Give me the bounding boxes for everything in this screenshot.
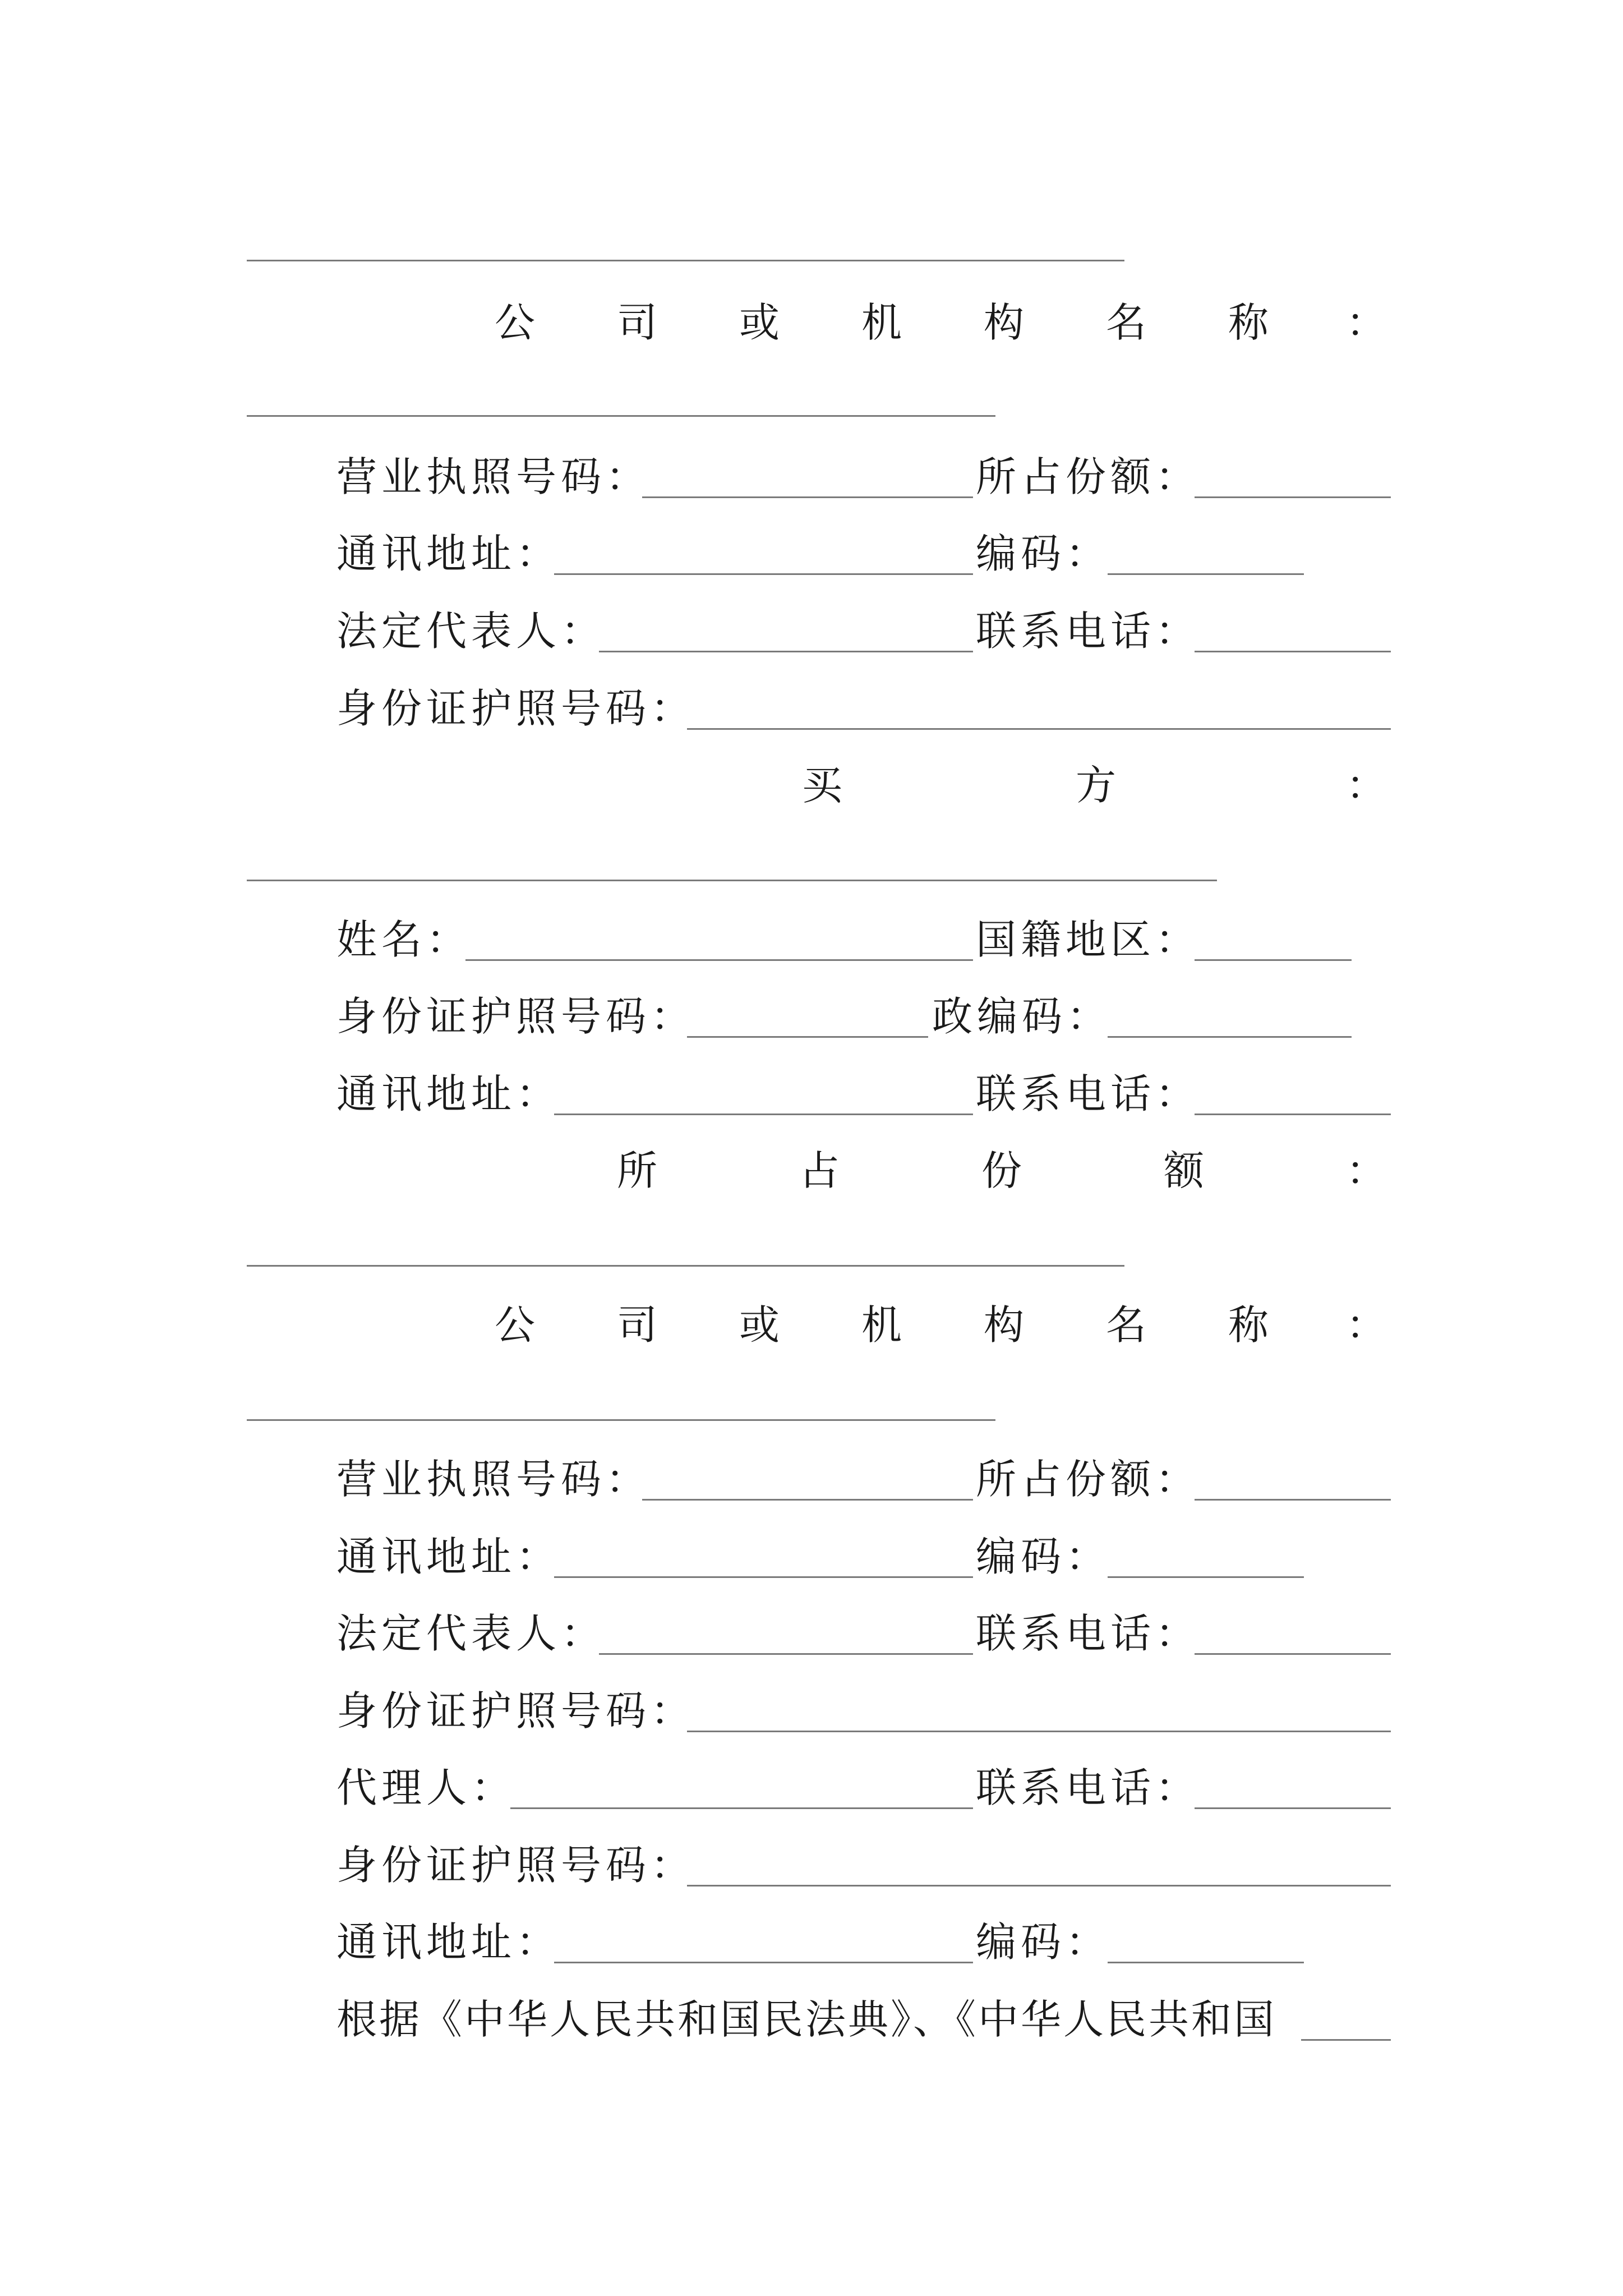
- agent-phone-blank[interactable]: [1195, 1807, 1391, 1809]
- nationality-label: 国籍地区：: [976, 916, 1201, 963]
- buyer-blank: [247, 880, 1217, 881]
- buyer-id-row: [336, 988, 1391, 1045]
- char: 称: [1228, 1301, 1269, 1349]
- id-label: 身份证护照号码：: [336, 993, 696, 1040]
- postcode-blank[interactable]: [1108, 1036, 1352, 1038]
- company-name-blank: [247, 1419, 995, 1421]
- address-label: 通讯地址：: [336, 1533, 561, 1580]
- share-label: 所占份额：: [976, 453, 1201, 500]
- char: 或: [739, 299, 780, 346]
- closing-blank[interactable]: [1301, 2039, 1391, 2041]
- address-blank[interactable]: [554, 573, 973, 575]
- char: 名: [1106, 299, 1147, 346]
- char: 司: [617, 299, 658, 346]
- agent-blank[interactable]: [510, 1807, 973, 1809]
- char: 机: [861, 299, 902, 346]
- char: ：: [1346, 762, 1387, 809]
- address-blank[interactable]: [554, 1114, 973, 1115]
- share-blank[interactable]: [1195, 1499, 1391, 1501]
- postcode-blank[interactable]: [1108, 1576, 1304, 1578]
- agent-label: 代理人：: [336, 1764, 517, 1811]
- share-label: 所占份额：: [976, 1456, 1201, 1503]
- phone-label: 联系电话：: [976, 1610, 1201, 1657]
- char: ：: [1346, 1301, 1387, 1349]
- address-row: [336, 526, 1391, 582]
- char: 公: [495, 299, 536, 346]
- char: 方: [1076, 762, 1117, 809]
- license-row: [336, 449, 1391, 505]
- char: 额: [1164, 1147, 1205, 1194]
- phone-label: 联系电话：: [976, 1070, 1201, 1117]
- id-label: 身份证护照号码：: [336, 1687, 696, 1734]
- legal-rep-row: [336, 603, 1391, 659]
- legal-rep-row: [336, 1605, 1391, 1662]
- char: 或: [739, 1301, 780, 1349]
- license-row: [336, 1451, 1391, 1507]
- id-row: [336, 1683, 1391, 1739]
- postcode-label: 编码：: [976, 530, 1111, 577]
- postcode-blank[interactable]: [1108, 573, 1304, 575]
- char: 称: [1228, 299, 1269, 346]
- address-row: [336, 1529, 1391, 1585]
- phone-label: 联系电话：: [976, 608, 1201, 655]
- share-heading: [336, 1143, 1391, 1199]
- company-name-heading: [336, 1297, 1391, 1353]
- buyer-heading: [336, 757, 1391, 813]
- char: 构: [984, 1301, 1025, 1349]
- legal-rep-blank[interactable]: [599, 1653, 973, 1655]
- char: 构: [984, 299, 1025, 346]
- buyer-name-row: [336, 912, 1391, 968]
- agent-row: [336, 1760, 1391, 1816]
- agent-address-blank[interactable]: [554, 1962, 973, 1963]
- agent-postcode-label: 编码：: [976, 1918, 1111, 1966]
- postcode-label: 政编码：: [932, 993, 1112, 1040]
- agent-address-label: 通讯地址：: [336, 1918, 561, 1966]
- postcode-label: 编码：: [976, 1533, 1111, 1580]
- license-label: 营业执照号码：: [336, 1456, 651, 1503]
- license-blank[interactable]: [642, 496, 973, 498]
- char: 份: [981, 1147, 1022, 1194]
- phone-blank[interactable]: [1195, 1653, 1391, 1655]
- char: 机: [861, 1301, 902, 1349]
- address-label: 通讯地址：: [336, 530, 561, 577]
- id-row: [336, 680, 1391, 737]
- char: 名: [1106, 1301, 1147, 1349]
- id-blank[interactable]: [687, 1036, 928, 1038]
- license-blank[interactable]: [642, 1499, 973, 1501]
- char: 所: [617, 1147, 658, 1194]
- blank-line: [247, 260, 1124, 261]
- id-blank[interactable]: [687, 1731, 1391, 1732]
- id-blank[interactable]: [687, 728, 1391, 730]
- char: ：: [1346, 299, 1387, 346]
- name-blank[interactable]: [465, 959, 973, 961]
- char: 公: [495, 1301, 536, 1349]
- nationality-blank[interactable]: [1195, 959, 1352, 961]
- share-blank[interactable]: [1195, 496, 1391, 498]
- company-name-blank: [247, 415, 995, 417]
- buyer-address-row: [336, 1066, 1391, 1122]
- license-label: 营业执照号码：: [336, 453, 651, 500]
- agent-id-label: 身份证护照号码：: [336, 1842, 696, 1889]
- name-label: 姓名：: [336, 916, 472, 963]
- closing-row: [336, 1991, 1391, 2047]
- phone-blank[interactable]: [1195, 1114, 1391, 1115]
- agent-postcode-blank[interactable]: [1108, 1962, 1304, 1963]
- closing-text: 根据《中华人民共和国民法典》、《中华人民共和国: [336, 1996, 1277, 2043]
- char: ：: [1346, 1147, 1387, 1194]
- id-label: 身份证护照号码：: [336, 685, 696, 732]
- legal-rep-label: 法定代表人：: [336, 608, 606, 655]
- agent-phone-label: 联系电话：: [976, 1764, 1201, 1811]
- legal-rep-label: 法定代表人：: [336, 1610, 606, 1657]
- agent-address-row: [336, 1914, 1391, 1970]
- agent-id-blank[interactable]: [687, 1885, 1391, 1887]
- address-blank[interactable]: [554, 1576, 973, 1578]
- char: 买: [802, 762, 843, 809]
- phone-blank[interactable]: [1195, 651, 1391, 652]
- address-label: 通讯地址：: [336, 1070, 561, 1117]
- char: 占: [799, 1147, 840, 1194]
- legal-rep-blank[interactable]: [599, 651, 973, 652]
- char: 司: [617, 1301, 658, 1349]
- agent-id-row: [336, 1837, 1391, 1893]
- company-name-heading: [336, 295, 1391, 351]
- share-blank: [247, 1265, 1124, 1267]
